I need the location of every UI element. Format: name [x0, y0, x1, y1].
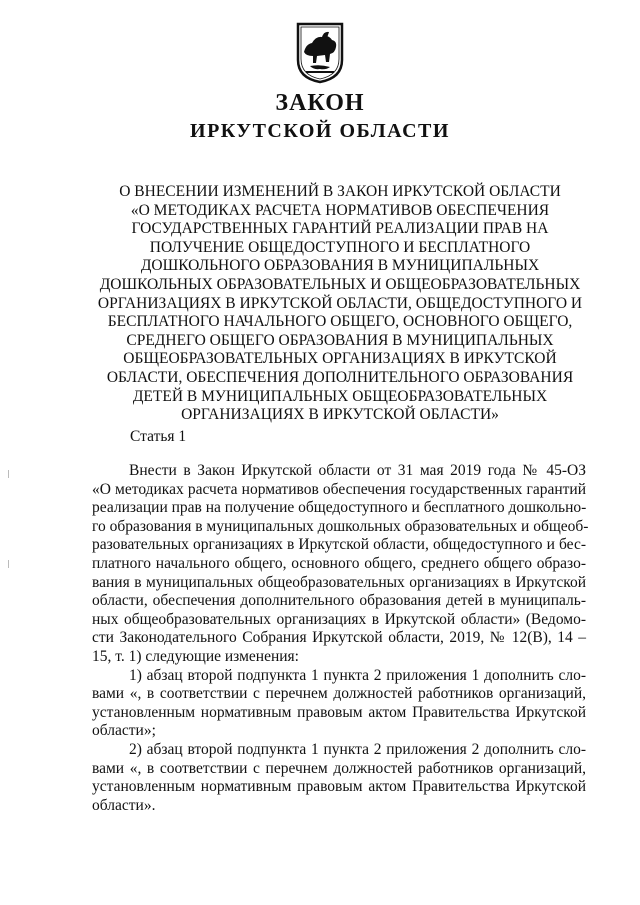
law-name-line: БЕСПЛАТНОГО НАЧАЛЬНОГО ОБЩЕГО, ОСНОВНОГО ОБЩЕГО, [107, 313, 573, 331]
region-title: ИРКУТСКОЙ ОБЛАСТИ [190, 120, 450, 142]
article-heading: Статья 1 [130, 428, 187, 445]
law-name-line: ОБЩЕОБРАЗОВАТЕЛЬНЫХ ОРГАНИЗАЦИЯХ В ИРКУТСКОЙ [123, 350, 557, 368]
law-name-line: ДОШКОЛЬНОГО ОБРАЗОВАНИЯ В МУНИЦИПАЛЬНЫХ [140, 257, 540, 275]
law-name-heading [92, 183, 588, 425]
law-name-line: СРЕДНЕГО ОБЩЕГО ОБРАЗОВАНИЯ В МУНИЦИПАЛЬНЫХ [126, 331, 554, 349]
amendment-item-2: 2) абзац второй подпункта 1 пункта 2 приложения 2 дополнить сло- [129, 740, 586, 758]
body-line: установленным нормативным правовым актом Правительства Иркутской [92, 778, 586, 796]
law-name-line: ОРГАНИЗАЦИЯХ В ИРКУТСКОЙ ОБЛАСТИ, ОБЩЕДОСТУПНОГО И [97, 294, 583, 312]
body-line: 15, т. 1) следующие изменения: [92, 647, 299, 665]
law-name-line: О ВНЕСЕНИИ ИЗМЕНЕНИЙ В ЗАКОН ИРКУТСКОЙ ОБЛАСТИ [119, 183, 561, 200]
law-name-line: «О МЕТОДИКАХ РАСЧЕТА НОРМАТИВОВ ОБЕСПЕЧЕНИЯ [130, 201, 550, 219]
amendment-item-1: 1) абзац второй подпункта 1 пункта 2 приложения 1 дополнить сло- [129, 666, 586, 684]
body-line: ных общеобразовательных организациях в Иркутской области» (Ведомо- [92, 610, 586, 628]
body-line: платного начального общего, основного общего, среднего общего образо- [92, 554, 586, 572]
law-name-line: ПОЛУЧЕНИЕ ОБЩЕДОСТУПНОГО И БЕСПЛАТНОГО [149, 238, 531, 256]
body-line: установленным нормативным правовым актом Правительства Иркутской [92, 703, 586, 721]
body-line: вами «, в соответствии с перечнем должностей работников организаций, [92, 759, 586, 777]
coat-of-arms-icon [296, 22, 344, 84]
body-line: вания в муниципальных общеобразовательных организациях в Иркутской [92, 573, 586, 591]
law-title: ЗАКОН [275, 90, 365, 116]
body-line: области». [92, 796, 156, 814]
scan-margin-mark [8, 470, 9, 478]
body-line: вами «, в соответствии с перечнем должностей работников организаций, [92, 685, 586, 703]
body-line: разовательных организациях в Иркутской области, общедоступного и бес- [92, 536, 586, 554]
body-line: го образования в муниципальных дошкольных образовательных и общеоб- [92, 517, 589, 535]
law-name-line: ДОШКОЛЬНЫХ ОБРАЗОВАТЕЛЬНЫХ И ОБЩЕОБРАЗОВАТЕЛЬНЫХ [99, 275, 581, 293]
law-name-line: ГОСУДАРСТВЕННЫХ ГАРАНТИЙ РЕАЛИЗАЦИИ ПРАВ НА [131, 220, 549, 238]
body-line: Внести в Закон Иркутской области от 31 мая 2019 года № 45-ОЗ [129, 462, 586, 479]
body-line: реализации прав на получение общедоступного и бесплатного дошкольно- [92, 499, 587, 517]
body-line: сти Законодательного Собрания Иркутской области, 2019, № 12(В), 14 – [92, 629, 586, 647]
article-body [92, 462, 589, 815]
law-name-line: ОРГАНИЗАЦИЯХ В ИРКУТСКОЙ ОБЛАСТИ» [181, 406, 499, 424]
law-name-line: ДЕТЕЙ В МУНИЦИПАЛЬНЫХ ОБЩЕОБРАЗОВАТЕЛЬНЫХ [132, 387, 548, 405]
body-line: области»; [92, 722, 156, 740]
scan-margin-mark [8, 560, 9, 568]
body-line: области, обеспечения дополнительного образования детей в муниципаль- [92, 592, 586, 610]
law-name-line: ОБЛАСТИ, ОБЕСПЕЧЕНИЯ ДОПОЛНИТЕЛЬНОГО ОБРАЗОВАНИЯ [106, 368, 574, 386]
body-line: «О методиках расчета нормативов обеспечения государственных гарантий [92, 480, 586, 498]
